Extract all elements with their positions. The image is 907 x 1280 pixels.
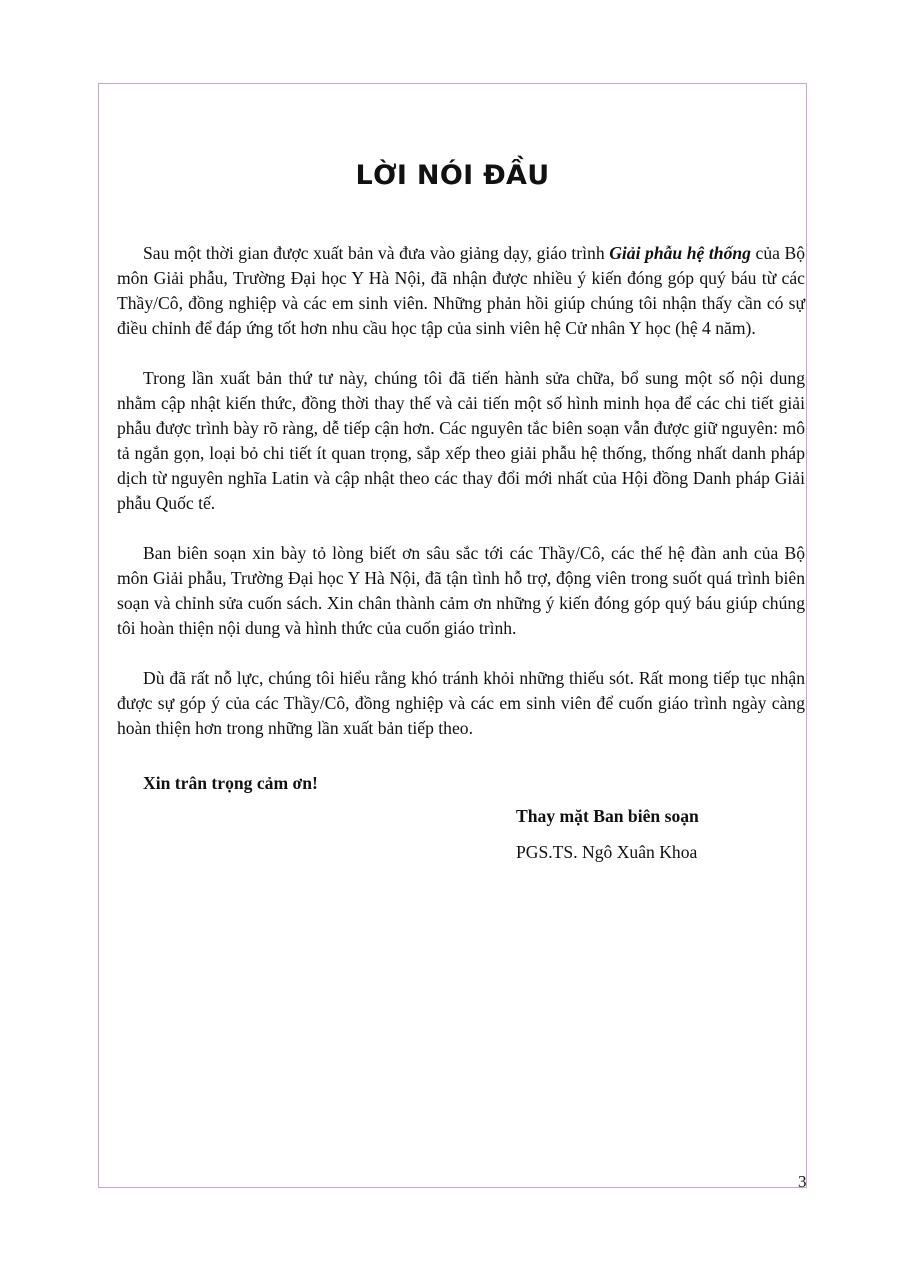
paragraph-1-rest: của Bộ môn Giải phẫu, Trường Đại học Y Hà Nội, đã nhận được nhiều ý kiến đóng góp quý báu từ các Thầy/Cô, đồng nghiệp và các em sinh viên. Những phản hồi giúp chúng tôi nhận thấy cần có sự điều chỉnh để đáp ứng tốt hơn nhu cầu học tập của sinh viên hệ Cử nhân Y học (hệ 4 năm). — [117, 243, 806, 338]
paragraph-2: Trong lần xuất bản thứ tư này, chúng tôi đã tiến hành sửa chữa, bổ sung một số nội dung nhằm cập nhật kiến thức, đồng thời thay thế và cải tiến một số hình minh họa để các chi tiết giải phẫu được trình bày rõ ràng, dễ tiếp cận hơn. Các nguyên tắc biên soạn vẫn được giữ nguyên: mô tả ngắn gọn, loại bỏ chi tiết ít quan trọng, sắp xếp theo giải phẫu hệ thống, thống nhất danh pháp dịch từ nguyên nghĩa Latin và cập nhật theo các thay đổi mới nhất của Hội đồng Danh pháp Giải phẫu Quốc tế. — [117, 368, 805, 513]
page-number: 3 — [798, 1172, 807, 1191]
signature-name: PGS.TS. Ngô Xuân Khoa — [516, 842, 698, 862]
preface-body — [117, 241, 805, 741]
paragraph-4: Dù đã rất nỗ lực, chúng tôi hiểu rằng khó tránh khỏi những thiếu sót. Rất mong tiếp tục nhận được sự góp ý của các Thầy/Cô, đồng nghiệp và các em sinh viên để cuốn giáo trình ngày càng hoàn thiện hơn trong những lần xuất bản tiếp theo. — [117, 668, 805, 738]
book-title: Giải phẫu hệ thống — [609, 243, 751, 263]
page-title: LỜI NÓI ĐẦU — [355, 160, 550, 191]
paragraph-1-intro: Sau một thời gian được xuất bản và đưa vào giảng dạy, giáo trình — [143, 243, 610, 263]
paragraph-3: Ban biên soạn xin bày tỏ lòng biết ơn sâu sắc tới các Thầy/Cô, các thế hệ đàn anh của Bộ môn Giải phẫu, Trường Đại học Y Hà Nội, đã tận tình hỗ trợ, động viên trong suốt quá trình biên soạn và chỉnh sửa cuốn sách. Xin chân thành cảm ơn những ý kiến đóng góp quý báu giúp chúng tôi hoàn thiện nội dung và hình thức của cuốn giáo trình. — [117, 543, 805, 638]
paragraph-1 — [117, 241, 805, 341]
signature-role: Thay mặt Ban biên soạn — [516, 806, 699, 826]
closing-thanks: Xin trân trọng cảm ơn! — [143, 773, 318, 793]
